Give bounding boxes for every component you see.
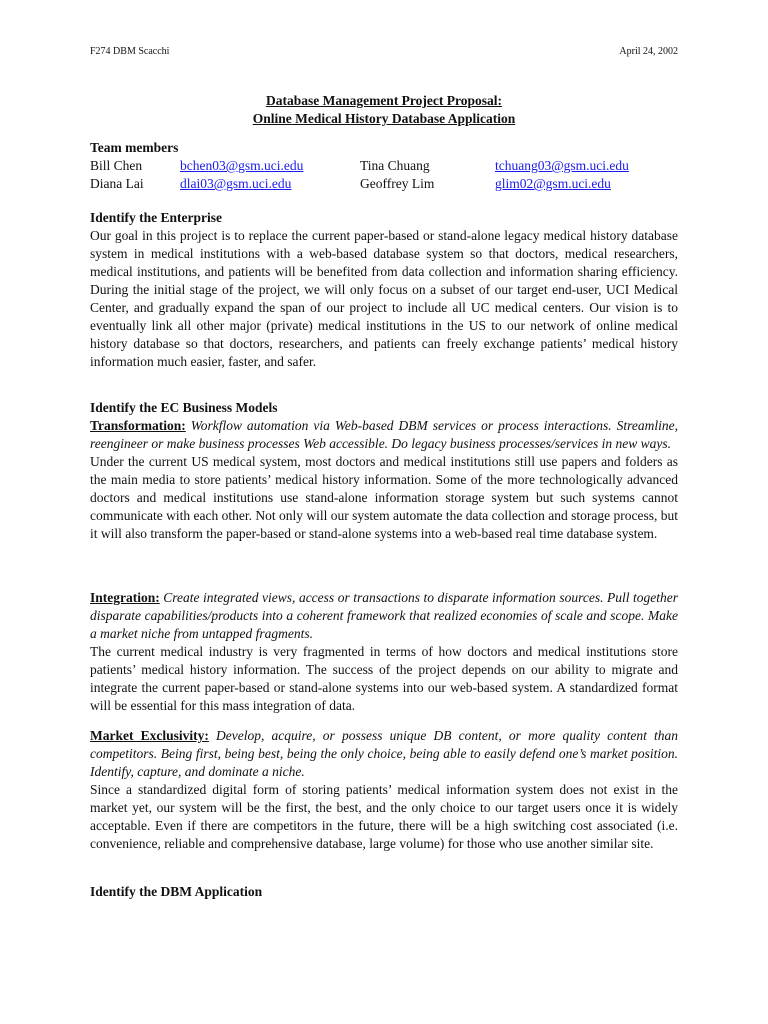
exclusivity-definition-text: Develop, acquire, or possess unique DB content, or more quality content than competitors. Being first, being best, being the only choice, being able to easily defend one’s market position. Identify, capture, and dominate a niche.: [90, 728, 678, 779]
member-name: Diana Lai: [90, 176, 144, 191]
title-line-1: Database Management Project Proposal:: [265, 93, 503, 108]
team-heading: Team members: [90, 140, 179, 155]
course-label: F274 DBM Scacchi: [90, 46, 170, 57]
member-name: Bill Chen: [90, 158, 143, 173]
integration-section: [90, 589, 678, 715]
team-section: [90, 139, 678, 193]
business-models-section: [90, 399, 678, 543]
business-models-heading: Identify the EC Business Models: [90, 400, 278, 415]
integration-definition-text: Create integrated views, access or transactions to disparate information sources. Pull together disparate capabilities/products into a coherent framework that realized economies of scale and scope. Make a market niche from untapped fragments.: [90, 590, 678, 641]
exclusivity-definition: [90, 727, 678, 781]
member-email-link[interactable]: dlai03@gsm.uci.edu: [180, 176, 292, 191]
integration-paragraph: The current medical industry is very fragmented in terms of how doctors and medical institutions store patients’ medical history information. The success of the project depends on our ability to migrate and integrate the current paper-based or stand-alone systems into our web-based system. A standardized format will be essential for this mass integration of data.: [90, 644, 678, 713]
integration-label: Integration:: [90, 590, 160, 605]
enterprise-paragraph: Our goal in this project is to replace the current paper-based or stand-alone legacy medical history database system in medical institutions with a web-based database system so that doctors, medical researchers, medical institutions, and patients will be benefited from data collection and information sharing efficiency. During the initial stage of the project, we will only focus on a subset of our target end-user, UCI Medical Center, and gradually expand the span of our project to include all UC medical centers. Our vision is to eventually link all other major (private) medical institutions in the US to our network of online medical history database so that doctors, researchers, and patients can freely exchange patients’ medical history information much easier, faster, and safer.: [90, 228, 678, 369]
enterprise-heading: Identify the Enterprise: [90, 210, 222, 225]
member-email-link[interactable]: bchen03@gsm.uci.edu: [180, 158, 304, 173]
application-heading: Identify the DBM Application: [90, 884, 263, 899]
transformation-label: Transformation:: [90, 418, 186, 433]
team-grid: [90, 157, 678, 193]
transformation-definition: [90, 417, 678, 453]
member-name: Tina Chuang: [360, 158, 430, 173]
application-section: [90, 883, 678, 901]
exclusivity-label: Market Exclusivity:: [90, 728, 209, 743]
exclusivity-section: [90, 727, 678, 853]
member-email-link[interactable]: glim02@gsm.uci.edu: [495, 176, 611, 191]
running-header: [90, 46, 678, 60]
document-date: April 24, 2002: [619, 46, 678, 57]
document-title: [90, 92, 678, 128]
member-name: Geoffrey Lim: [360, 176, 435, 191]
exclusivity-paragraph: Since a standardized digital form of storing patients’ medical information system does not exist in the market yet, our system will be the first, the best, and the only choice to our target users once it is widely acceptable. Even if there are competitors in the future, there will be a high switching cost associated (i.e. convenience, reliable and comprehensive database, large volume) for those who use another similar site.: [90, 782, 678, 851]
integration-definition: [90, 589, 678, 643]
enterprise-section: [90, 209, 678, 371]
title-line-2: Online Medical History Database Application: [252, 111, 516, 126]
member-email-link[interactable]: tchuang03@gsm.uci.edu: [495, 158, 629, 173]
transformation-paragraph: Under the current US medical system, most doctors and medical institutions still use papers and folders as the main media to store patients’ medical history information. Some of the more technologically advanced doctors and medical institutions use stand-alone information storage system but such systems cannot communicate with each other. Not only will our system automate the data collection and storage process, but it will also transform the paper-based or stand-alone systems into a web-based real time database system.: [90, 454, 678, 541]
transformation-definition-text: Workflow automation via Web-based DBM services or process interactions. Streamline, reengineer or make business processes Web accessible. Do legacy business processes/services in new ways.: [90, 418, 678, 451]
